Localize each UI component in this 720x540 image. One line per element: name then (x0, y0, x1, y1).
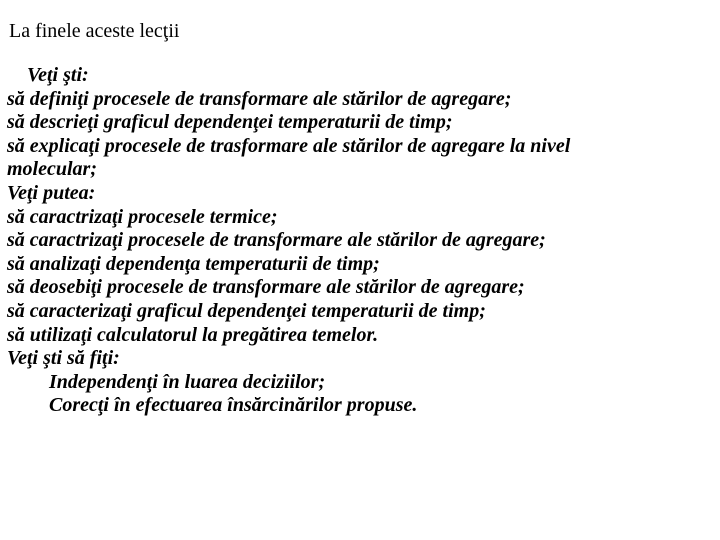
list-item: să descrieţi graficul dependenţei temperaturii de timp; (7, 111, 453, 134)
list-item: molecular; (7, 158, 97, 181)
list-item: Independenţi în luarea deciziilor; (49, 370, 326, 393)
section-label-know: Veţi şti: (27, 64, 89, 86)
list-item: să caracterizaţi graficul dependenţei temperaturii de timp; (7, 299, 486, 322)
list-item: să caractrizaţi procesele de transformare ale stărilor de agregare; (7, 229, 546, 252)
slide-heading: La finele aceste lecţii (9, 20, 180, 42)
section-label-be: Veţi şti să fiţi: (7, 347, 120, 370)
list-item: să explicaţi procesele de trasformare ale stărilor de agregare la nivel (7, 134, 571, 157)
objectives-body (7, 64, 712, 418)
list-item: să analizaţi dependenţa temperaturii de timp; (7, 252, 380, 275)
list-item: să definiţi procesele de transformare ale stărilor de agregare; (7, 87, 512, 110)
list-item: să caractrizaţi procesele termice; (7, 205, 278, 228)
list-item: să deosebiţi procesele de transformare ale stărilor de agregare; (7, 276, 525, 299)
section-label-able: Veţi putea: (7, 181, 96, 204)
list-item: Corecţi în efectuarea însărcinărilor propuse. (49, 394, 418, 417)
list-item: să utilizaţi calculatorul la pregătirea temelor. (7, 323, 379, 346)
